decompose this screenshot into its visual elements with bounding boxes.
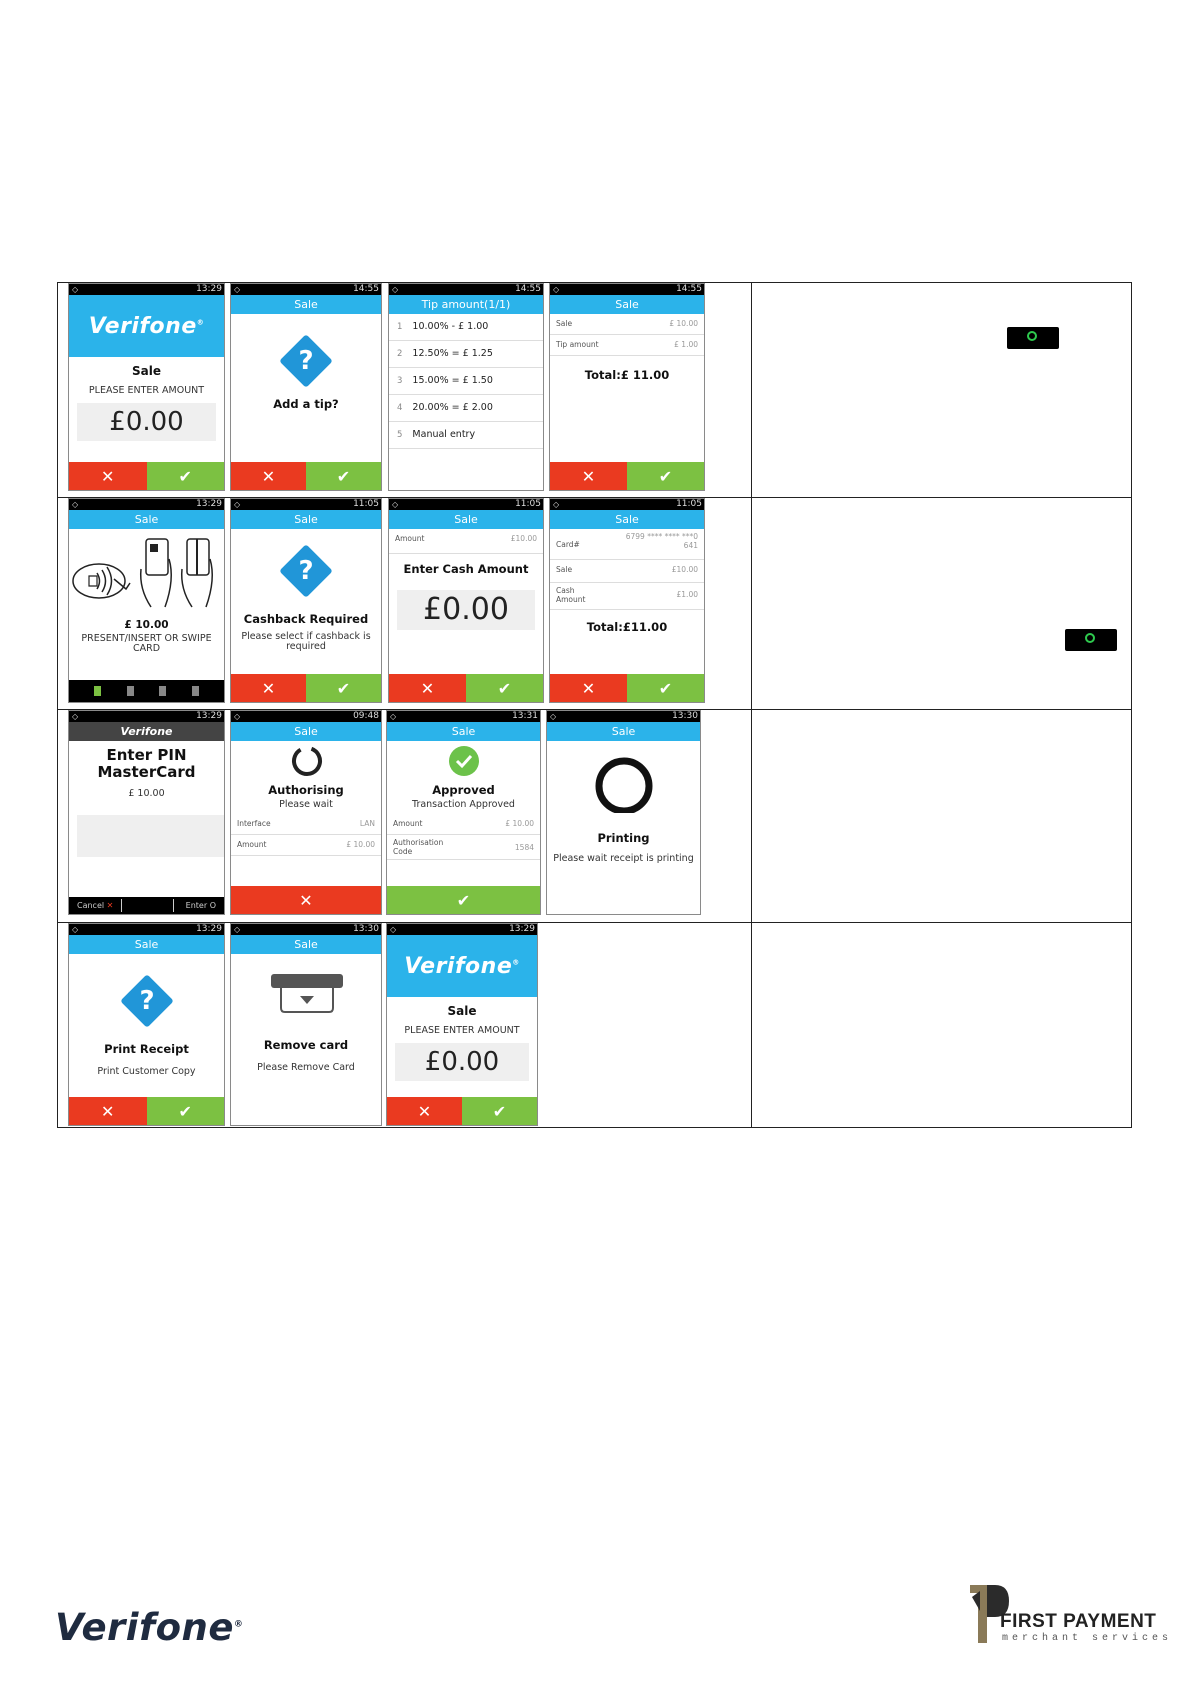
status-time: 11:05 <box>676 499 702 509</box>
question-detail: Please select if cashback is required <box>241 631 371 652</box>
check-circle-icon <box>387 741 541 777</box>
status-time: 11:05 <box>353 499 379 509</box>
screen-tip-total: ◇ 14:55 Sale Sale £ 10.00 Tip amount £ 1.00 Total:£ 11.00 ✕ ✔ <box>549 283 705 491</box>
summary-row: Tip amount £ 1.00 <box>550 335 704 356</box>
cancel-button[interactable]: ✕ <box>231 674 306 702</box>
screen-enter-amount-return: ◇ 13:29 Verifone® Sale PLEASE ENTER AMOUNT £0.00 ✕ ✔ <box>386 923 538 1126</box>
cash-amount-field[interactable]: £0.00 <box>397 590 535 630</box>
status-time: 11:05 <box>515 499 541 509</box>
question-icon: ? <box>69 982 224 1020</box>
green-circle-key-icon <box>1007 327 1059 349</box>
screen-header: Sale <box>389 510 543 529</box>
cancel-button[interactable]: ✕ <box>231 886 381 914</box>
tip-option[interactable]: 2 12.50% = £ 1.25 <box>389 341 543 368</box>
question-icon: ? <box>231 342 381 380</box>
summary-row: Amount £10.00 <box>389 529 543 554</box>
screen-cashback: ◇ 11:05 Sale ? Cashback Required Please select if cashback is required ✕ ✔ <box>230 498 382 703</box>
screen-subtitle: PLEASE ENTER AMOUNT <box>404 1025 520 1036</box>
summary-row: Amount £ 10.00 <box>387 814 540 835</box>
confirm-button[interactable]: ✔ <box>462 1097 537 1125</box>
screen-header: Sale <box>69 935 224 954</box>
screen-remove-card: ◇ 13:30 Sale Remove card Please Remove Card <box>230 923 382 1126</box>
screen-approved: ◇ 13:31 Sale Approved Transaction Approved Amount £ 10.00 Authorisation Code 1584 ✔ <box>386 710 541 915</box>
instructions-table <box>57 282 1132 1128</box>
tip-option[interactable]: 5 Manual entry <box>389 422 543 449</box>
screen-title: Approved <box>432 783 495 797</box>
confirm-button[interactable]: ✔ <box>387 886 540 914</box>
summary-row: Interface LAN <box>231 814 381 835</box>
screen-header: Sale <box>387 722 540 741</box>
cancel-button[interactable]: ✕ <box>69 1097 147 1125</box>
printing-ring-icon <box>547 741 701 813</box>
confirm-button[interactable]: ✔ <box>147 462 225 490</box>
cancel-button[interactable]: ✕ <box>69 462 147 490</box>
first-payment-logo <box>970 1583 1173 1645</box>
screen-header: Sale <box>231 510 381 529</box>
verifone-footer-logo: Verifone® <box>55 1606 244 1649</box>
tip-option[interactable]: 1 10.00% - £ 1.00 <box>389 314 543 341</box>
screen-authorising: ◇ 09:48 Sale Authorising Please wait Interface LAN Amount £ 10.00 ✕ <box>230 710 382 915</box>
status-time: 14:55 <box>676 284 702 294</box>
tip-option[interactable]: 4 20.00% = £ 2.00 <box>389 395 543 422</box>
screen-header: Sale <box>547 722 700 741</box>
cancel-button[interactable]: ✕ <box>550 674 627 702</box>
screen-enter-pin: ◇ 13:29 Verifone Enter PIN MasterCard £ 10.00 Cancel ✕ Enter O <box>68 710 225 915</box>
table-row <box>58 283 1131 498</box>
confirm-button[interactable]: ✔ <box>147 1097 225 1125</box>
screen-enter-amount: ◇ 13:29 Verifone® Sale PLEASE ENTER AMOUNT £0.00 ✕ ✔ <box>68 283 225 491</box>
screen-header: Sale <box>231 935 381 954</box>
verifone-logo: Verifone <box>404 953 513 979</box>
question-detail: Print Customer Copy <box>97 1066 196 1077</box>
screen-header: Tip amount(1/1) <box>389 295 543 314</box>
screen-present-card: ◇ 13:29 Sale £ 10.00 PRESENT/INSERT OR SWIPE CARD <box>68 498 225 703</box>
status-time: 13:29 <box>509 924 535 934</box>
amount-field[interactable]: £0.00 <box>395 1043 529 1081</box>
tip-option[interactable]: 3 15.00% = £ 1.50 <box>389 368 543 395</box>
screen-title: Sale <box>132 364 161 378</box>
screen-subtitle: PLEASE ENTER AMOUNT <box>88 385 205 396</box>
screen-subtitle: Please wait receipt is printing <box>553 853 694 864</box>
verifone-banner: Verifone® <box>69 295 224 357</box>
green-circle-key-icon <box>1065 629 1117 651</box>
amount-field[interactable]: £0.00 <box>77 403 216 441</box>
cancel-button[interactable]: ✕ <box>231 462 306 490</box>
screen-title: Authorising <box>268 783 344 797</box>
screen-subtitle: Please Remove Card <box>257 1062 355 1073</box>
table-row <box>58 498 1131 710</box>
screen-title: Enter Cash Amount <box>403 562 529 576</box>
cancel-button[interactable]: ✕ <box>550 462 627 490</box>
table-row <box>58 923 1131 1127</box>
screen-title: Printing <box>597 831 650 845</box>
confirm-button[interactable]: ✔ <box>627 462 704 490</box>
remove-card-icon <box>231 954 382 1024</box>
status-time: 09:48 <box>353 711 379 721</box>
status-time: 13:29 <box>196 711 222 721</box>
verifone-banner: Verifone® <box>387 935 537 997</box>
screen-subtitle: Please wait <box>279 799 333 810</box>
cancel-button[interactable]: ✕ <box>387 1097 462 1125</box>
screen-title: Remove card <box>263 1038 349 1052</box>
screen-header: Sale <box>550 295 704 314</box>
status-time: 13:29 <box>196 284 222 294</box>
screen-header: Sale <box>69 510 224 529</box>
question-text: Add a tip? <box>273 397 339 411</box>
first-payment-subtitle: merchant services <box>1002 1633 1173 1644</box>
spinner-icon <box>231 741 382 777</box>
question-icon: ? <box>231 552 381 590</box>
screen-printing: ◇ 13:30 Sale Printing Please wait receipt is printing <box>546 710 701 915</box>
card-prompt: PRESENT/INSERT OR SWIPE CARD <box>81 633 212 654</box>
question-text: Cashback Required <box>243 612 369 626</box>
table-row <box>58 710 1131 923</box>
summary-row: Card# 6799 **** **** ***0 641 <box>550 529 704 560</box>
screen-cash-amount: ◇ 11:05 Sale Amount £10.00 Enter Cash Amount £0.00 ✕ ✔ <box>388 498 544 703</box>
pin-field[interactable] <box>77 815 224 857</box>
screen-header: Sale <box>550 510 704 529</box>
pin-enter-key[interactable]: Enter O <box>185 901 216 910</box>
cancel-button[interactable]: ✕ <box>389 674 466 702</box>
pin-amount: £ 10.00 <box>128 788 165 799</box>
screen-header: Verifone <box>69 722 224 741</box>
verifone-logo: Verifone <box>88 313 197 339</box>
card-present-icon <box>69 529 224 615</box>
confirm-button[interactable]: ✔ <box>627 674 704 702</box>
status-time: 13:30 <box>353 924 379 934</box>
status-time: 13:29 <box>196 924 222 934</box>
status-time: 13:30 <box>672 711 698 721</box>
status-time: 14:55 <box>353 284 379 294</box>
summary-row: Authorisation Code 1584 <box>387 835 540 860</box>
confirm-button[interactable]: ✔ <box>466 674 543 702</box>
status-time: 14:55 <box>515 284 541 294</box>
screen-header: Sale <box>231 722 381 741</box>
pin-cancel-key[interactable]: Cancel ✕ <box>77 901 114 910</box>
screen-subtitle: Transaction Approved <box>412 799 515 810</box>
question-text: Print Receipt <box>104 1042 189 1056</box>
confirm-button[interactable]: ✔ <box>306 674 381 702</box>
screen-cashback-total: ◇ 11:05 Sale Card# 6799 **** **** ***0 641 Sale £10.00 Cash Amount £1.00 Total:£11.00 ✕ ✔ <box>549 498 705 703</box>
confirm-button[interactable]: ✔ <box>306 462 381 490</box>
summary-row: Amount £ 10.00 <box>231 835 381 856</box>
summary-row: Sale £ 10.00 <box>550 314 704 335</box>
progress-indicator <box>69 680 224 702</box>
total-text: Total:£ 11.00 <box>584 368 670 382</box>
summary-row: Sale £10.00 <box>550 560 704 583</box>
card-amount: £ 10.00 <box>124 619 169 631</box>
total-text: Total:£11.00 <box>586 620 668 634</box>
screen-title: Sale <box>447 1004 477 1018</box>
screen-add-tip: ◇ 14:55 Sale ? Add a tip? ✕ ✔ <box>230 283 382 491</box>
status-time: 13:29 <box>196 499 222 509</box>
screen-tip-amount: ◇ 14:55 Tip amount(1/1) 1 10.00% - £ 1.00 2 12.50% = £ 1.25 3 15.00% = £ 1.50 4 20.00% = £ 2.00 5 Manual entry <box>388 283 544 491</box>
screen-title: Enter PIN MasterCard <box>97 746 196 781</box>
first-payment-title: FIRST PAYMENT <box>1000 1611 1157 1632</box>
pin-keybar <box>69 897 224 914</box>
screen-print-receipt: ◇ 13:29 Sale ? Print Receipt Print Customer Copy ✕ ✔ <box>68 923 225 1126</box>
summary-row: Cash Amount £1.00 <box>550 583 704 610</box>
screen-header: Sale <box>231 295 381 314</box>
status-time: 13:31 <box>512 711 538 721</box>
